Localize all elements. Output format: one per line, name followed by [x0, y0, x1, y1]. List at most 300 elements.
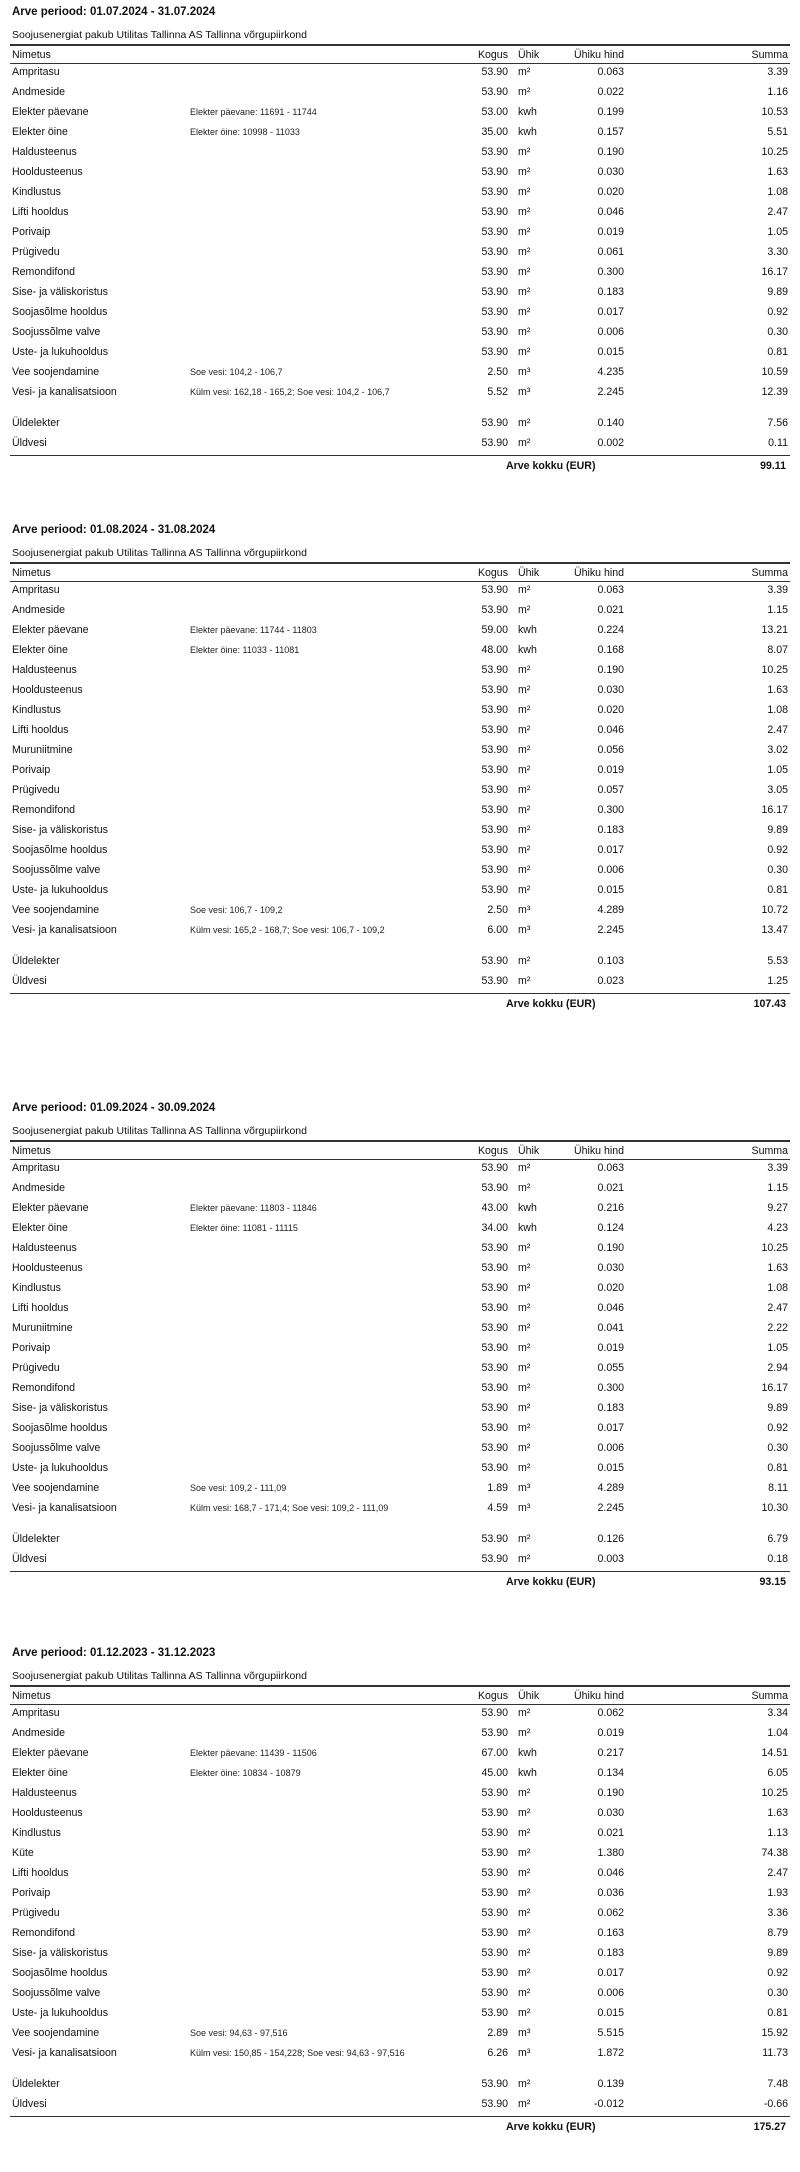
table-row — [10, 1340, 790, 1360]
row-qty: 53.90 — [481, 975, 508, 987]
table-row — [10, 204, 790, 224]
row-qty: 67.00 — [481, 1747, 508, 1759]
row-name: Vesi- ja kanalisatsioon — [12, 2047, 117, 2059]
row-qty: 53.90 — [481, 246, 508, 258]
row-name: Üldelekter — [12, 955, 60, 967]
row-price: 0.300 — [597, 266, 624, 278]
row-name: Üldvesi — [12, 1553, 47, 1565]
row-sum: 1.15 — [767, 604, 788, 616]
row-name: Sise- ja väliskoristus — [12, 824, 108, 836]
table-row — [10, 922, 790, 953]
row-price: 0.199 — [597, 106, 624, 118]
row-note — [188, 224, 448, 244]
row-qty: 53.90 — [481, 1442, 508, 1454]
row-unit: m² — [518, 246, 531, 258]
row-qty: 53.90 — [481, 584, 508, 596]
row-sum: 1.04 — [767, 1727, 788, 1739]
row-unit: m² — [518, 206, 531, 218]
row-qty: 1.89 — [487, 1482, 508, 1494]
row-unit: m² — [518, 1987, 531, 1999]
row-note — [188, 1360, 448, 1380]
table-row — [10, 762, 790, 782]
row-sum: 2.22 — [767, 1322, 788, 1334]
table-row — [10, 224, 790, 244]
row-note — [188, 742, 448, 762]
row-note — [188, 1845, 448, 1865]
row-note: Külm vesi: 165,2 - 168,7; Soe vesi: 106,7 - 109,2 — [190, 925, 385, 935]
row-name: Andmeside — [12, 604, 65, 616]
row-sum: 0.81 — [767, 1462, 788, 1474]
row-name: Sise- ja väliskoristus — [12, 286, 108, 298]
row-name: Vesi- ja kanalisatsioon — [12, 386, 117, 398]
row-price: 0.217 — [597, 1747, 624, 1759]
row-price: 0.030 — [597, 684, 624, 696]
table-row — [10, 84, 790, 104]
row-note — [188, 204, 448, 224]
table-row — [10, 64, 790, 85]
row-qty: 34.00 — [481, 1222, 508, 1234]
row-qty: 53.90 — [481, 2098, 508, 2110]
row-unit: m² — [518, 1242, 531, 1254]
row-sum: 14.51 — [761, 1747, 788, 1759]
header-note — [188, 1687, 448, 1705]
row-name: Vesi- ja kanalisatsioon — [12, 1502, 117, 1514]
row-sum: 13.21 — [761, 624, 788, 636]
row-note — [188, 1865, 448, 1885]
row-sum: 0.11 — [768, 437, 788, 449]
row-name: Porivaip — [12, 764, 51, 776]
table-row — [10, 1160, 790, 1181]
row-sum: 11.73 — [762, 2047, 788, 2059]
row-sum: 10.59 — [761, 366, 788, 378]
row-sum: 2.94 — [767, 1362, 788, 1374]
header-qty: Kogus — [448, 1687, 510, 1705]
row-sum: 0.30 — [767, 1442, 788, 1454]
table-row — [10, 582, 790, 603]
table-row — [10, 702, 790, 722]
row-qty: 53.90 — [481, 1322, 508, 1334]
row-sum: 1.63 — [767, 684, 788, 696]
row-qty: 53.90 — [481, 266, 508, 278]
row-note — [188, 64, 448, 85]
table-row — [10, 2025, 790, 2045]
row-sum: 16.17 — [761, 1382, 788, 1394]
row-qty: 53.90 — [481, 684, 508, 696]
row-name: Elekter öine — [12, 1767, 68, 1779]
row-qty: 53.90 — [481, 66, 508, 78]
row-sum: 0.30 — [767, 864, 788, 876]
row-name: Haldusteenus — [12, 664, 77, 676]
bill-section — [10, 1100, 790, 1592]
row-qty: 53.90 — [481, 1553, 508, 1565]
row-unit: m² — [518, 1847, 531, 1859]
row-price: 0.062 — [597, 1907, 624, 1919]
row-sum: 12.39 — [761, 386, 788, 398]
row-price: 0.046 — [597, 206, 624, 218]
table-row — [10, 1531, 790, 1551]
row-price: 0.300 — [597, 804, 624, 816]
row-unit: m² — [518, 1947, 531, 1959]
header-sum: Summa — [646, 564, 790, 582]
row-note — [188, 1825, 448, 1845]
header-qty: Kogus — [448, 564, 510, 582]
row-price: 0.017 — [597, 1422, 624, 1434]
row-price: 0.020 — [597, 1282, 624, 1294]
row-sum: 3.05 — [767, 784, 788, 796]
row-name: Remondifond — [12, 804, 76, 816]
row-unit: kwh — [518, 1202, 537, 1214]
row-sum: 1.15 — [767, 1182, 788, 1194]
row-price: 0.021 — [597, 1827, 624, 1839]
row-price: 0.063 — [597, 1162, 624, 1174]
row-name: Vee soojendamine — [12, 366, 100, 378]
row-note — [188, 415, 448, 435]
supplier-line: Soojusenergiat pakub Utilitas Tallinna AS Tallinna võrgupiirkond — [10, 26, 790, 45]
bill-table — [10, 1686, 790, 2116]
row-price: 2.245 — [597, 386, 624, 398]
table-row — [10, 435, 790, 455]
row-unit: m² — [518, 2007, 531, 2019]
row-name: Elekter öine — [12, 644, 68, 656]
header-unit: Ühik — [510, 1687, 550, 1705]
row-unit: m² — [518, 1807, 531, 1819]
row-name: Uste- ja lukuhooldus — [12, 2007, 108, 2019]
row-unit: m² — [518, 1442, 531, 1454]
row-qty: 43.00 — [481, 1202, 508, 1214]
row-note — [188, 1340, 448, 1360]
row-unit: m² — [518, 2098, 531, 2110]
table-row — [10, 1500, 790, 1531]
row-price: 0.063 — [597, 584, 624, 596]
row-name: Uste- ja lukuhooldus — [12, 346, 108, 358]
row-qty: 5.52 — [487, 386, 508, 398]
row-unit: m² — [518, 2078, 531, 2090]
row-qty: 2.89 — [487, 2027, 508, 2039]
row-price: 0.103 — [597, 955, 624, 967]
row-unit: m³ — [518, 2027, 531, 2039]
row-qty: 53.90 — [481, 226, 508, 238]
row-price: 0.036 — [597, 1887, 624, 1899]
row-qty: 53.90 — [481, 1927, 508, 1939]
row-qty: 53.90 — [481, 824, 508, 836]
row-unit: m³ — [518, 386, 531, 398]
row-price: 0.139 — [597, 2078, 624, 2090]
table-row — [10, 1180, 790, 1200]
row-note — [188, 722, 448, 742]
row-sum: -0.66 — [763, 2098, 788, 2110]
row-price: 0.190 — [597, 1242, 624, 1254]
row-unit: m² — [518, 744, 531, 756]
row-price: 0.020 — [597, 704, 624, 716]
row-unit: m² — [518, 1533, 531, 1545]
table-row — [10, 304, 790, 324]
table-row — [10, 1885, 790, 1905]
table-row — [10, 973, 790, 993]
row-unit: m² — [518, 704, 531, 716]
row-name: Haldusteenus — [12, 146, 77, 158]
row-price: 0.046 — [597, 1302, 624, 1314]
row-name: Soojussõlme valve — [12, 1987, 101, 1999]
row-qty: 4.59 — [487, 1502, 508, 1514]
row-note: Külm vesi: 168,7 - 171,4; Soe vesi: 109,2 - 111,09 — [190, 1503, 389, 1513]
row-sum: 0.81 — [767, 884, 788, 896]
row-qty: 53.90 — [481, 724, 508, 736]
table-row — [10, 2005, 790, 2025]
row-unit: m³ — [518, 366, 531, 378]
row-price: 0.183 — [597, 286, 624, 298]
row-sum: 3.39 — [767, 1162, 788, 1174]
row-name: Üldelekter — [12, 1533, 60, 1545]
table-row — [10, 1200, 790, 1220]
row-price: 0.019 — [597, 1342, 624, 1354]
table-row — [10, 602, 790, 622]
header-unit: Ühik — [510, 1142, 550, 1160]
row-note — [188, 284, 448, 304]
row-note — [188, 1280, 448, 1300]
row-unit: m² — [518, 1182, 531, 1194]
row-unit: m² — [518, 884, 531, 896]
table-body — [10, 64, 790, 456]
total-label: Arve kokku (EUR) — [506, 998, 596, 1010]
row-price: 0.300 — [597, 1382, 624, 1394]
row-note: Elekter päevane: 11803 - 11846 — [190, 1203, 317, 1213]
period-title: Arve periood: 01.08.2024 - 31.08.2024 — [12, 524, 216, 536]
header-name: Nimetus — [10, 564, 188, 582]
row-unit: m³ — [518, 2047, 531, 2059]
table-row — [10, 642, 790, 662]
row-qty: 48.00 — [481, 644, 508, 656]
row-qty: 53.90 — [481, 1707, 508, 1719]
row-note — [188, 164, 448, 184]
row-qty: 53.90 — [481, 864, 508, 876]
table-body — [10, 1160, 790, 1572]
row-price: 2.245 — [597, 924, 624, 936]
row-qty: 53.90 — [481, 146, 508, 158]
header-unit: Ühik — [510, 46, 550, 64]
row-note: Soe vesi: 94,63 - 97,516 — [190, 2028, 288, 2038]
row-note — [188, 1460, 448, 1480]
total-row — [10, 2116, 790, 2137]
header-qty: Kogus — [448, 46, 510, 64]
table-row — [10, 2045, 790, 2076]
row-sum: 74.38 — [761, 1847, 788, 1859]
period-title: Arve periood: 01.12.2023 - 31.12.2023 — [12, 1647, 216, 1659]
row-name: Remondifond — [12, 1927, 76, 1939]
row-price: 0.030 — [597, 1807, 624, 1819]
row-note — [188, 1885, 448, 1905]
row-price: 0.022 — [597, 86, 624, 98]
row-qty: 53.90 — [481, 1847, 508, 1859]
table-row — [10, 264, 790, 284]
table-row — [10, 1725, 790, 1745]
row-qty: 53.90 — [481, 1807, 508, 1819]
row-price: 0.017 — [597, 844, 624, 856]
row-note — [188, 702, 448, 722]
total-label: Arve kokku (EUR) — [506, 1576, 596, 1588]
row-unit: m² — [518, 1382, 531, 1394]
table-row — [10, 184, 790, 204]
row-sum: 0.81 — [767, 2007, 788, 2019]
table-row — [10, 284, 790, 304]
row-unit: m² — [518, 1262, 531, 1274]
row-name: Üldelekter — [12, 417, 60, 429]
row-note — [188, 862, 448, 882]
row-qty: 53.90 — [481, 346, 508, 358]
row-price: 2.245 — [597, 1502, 624, 1514]
row-name: Hooldusteenus — [12, 1807, 83, 1819]
row-price: 4.289 — [597, 1482, 624, 1494]
row-note: Külm vesi: 150,85 - 154,228; Soe vesi: 94,63 - 97,516 — [190, 2048, 405, 2058]
header-price: Ühiku hind — [550, 1142, 646, 1160]
row-name: Vesi- ja kanalisatsioon — [12, 924, 117, 936]
row-note — [188, 973, 448, 993]
table-body — [10, 582, 790, 994]
table-row — [10, 1360, 790, 1380]
row-sum: 7.48 — [767, 2078, 788, 2090]
row-qty: 53.90 — [481, 417, 508, 429]
bill-table — [10, 1141, 790, 1571]
bill-table — [10, 563, 790, 993]
row-qty: 53.00 — [481, 106, 508, 118]
bill-section — [10, 4, 790, 476]
header-price: Ühiku hind — [550, 1687, 646, 1705]
row-name: Vee soojendamine — [12, 1482, 100, 1494]
row-price: 4.289 — [597, 904, 624, 916]
row-price: 0.124 — [597, 1222, 624, 1234]
row-sum: 10.30 — [761, 1502, 788, 1514]
row-name: Haldusteenus — [12, 1787, 77, 1799]
row-price: 0.015 — [597, 2007, 624, 2019]
table-row — [10, 1380, 790, 1400]
header-note — [188, 46, 448, 64]
row-sum: 0.92 — [767, 306, 788, 318]
row-sum: 9.89 — [767, 1402, 788, 1414]
table-row — [10, 1480, 790, 1500]
table-header-row — [10, 564, 790, 582]
row-sum: 1.05 — [767, 764, 788, 776]
row-note — [188, 244, 448, 264]
row-qty: 53.90 — [481, 884, 508, 896]
row-unit: m² — [518, 1827, 531, 1839]
row-qty: 53.90 — [481, 1262, 508, 1274]
bill-table — [10, 45, 790, 455]
row-unit: m² — [518, 1462, 531, 1474]
row-name: Remondifond — [12, 1382, 76, 1394]
row-note — [188, 662, 448, 682]
row-unit: m² — [518, 346, 531, 358]
row-note — [188, 1965, 448, 1985]
row-qty: 53.90 — [481, 86, 508, 98]
row-sum: 8.11 — [768, 1482, 788, 1494]
row-price: 0.224 — [597, 624, 624, 636]
row-note — [188, 1440, 448, 1460]
row-sum: 10.25 — [761, 664, 788, 676]
row-qty: 53.90 — [481, 1182, 508, 1194]
row-qty: 53.90 — [481, 744, 508, 756]
row-note — [188, 1945, 448, 1965]
row-qty: 53.90 — [481, 206, 508, 218]
row-sum: 3.39 — [767, 584, 788, 596]
table-row — [10, 1240, 790, 1260]
row-name: Soojasõlme hooldus — [12, 844, 108, 856]
row-price: 0.183 — [597, 824, 624, 836]
row-price: 0.168 — [597, 644, 624, 656]
row-sum: 3.02 — [767, 744, 788, 756]
row-note — [188, 882, 448, 902]
row-qty: 53.90 — [481, 664, 508, 676]
row-qty: 53.90 — [481, 1907, 508, 1919]
table-body — [10, 1705, 790, 2117]
row-note — [188, 782, 448, 802]
row-unit: m² — [518, 66, 531, 78]
row-price: -0.012 — [593, 2098, 624, 2110]
row-note — [188, 842, 448, 862]
table-row — [10, 415, 790, 435]
row-sum: 1.08 — [767, 186, 788, 198]
row-qty: 53.90 — [481, 1967, 508, 1979]
row-note: Külm vesi: 162,18 - 165,2; Soe vesi: 104,2 - 106,7 — [190, 387, 390, 397]
table-row — [10, 124, 790, 144]
row-unit: m² — [518, 1867, 531, 1879]
row-qty: 59.00 — [481, 624, 508, 636]
row-sum: 5.51 — [767, 126, 788, 138]
row-qty: 6.26 — [487, 2047, 508, 2059]
row-sum: 9.89 — [767, 286, 788, 298]
row-unit: m² — [518, 1362, 531, 1374]
row-sum: 3.36 — [767, 1907, 788, 1919]
table-row — [10, 144, 790, 164]
row-qty: 53.90 — [481, 1867, 508, 1879]
row-note — [188, 1925, 448, 1945]
row-name: Hooldusteenus — [12, 166, 83, 178]
row-unit: m² — [518, 1162, 531, 1174]
row-price: 0.019 — [597, 1727, 624, 1739]
row-unit: m² — [518, 166, 531, 178]
header-price: Ühiku hind — [550, 46, 646, 64]
row-price: 0.017 — [597, 306, 624, 318]
row-name: Soojasõlme hooldus — [12, 1422, 108, 1434]
row-unit: m² — [518, 1787, 531, 1799]
row-sum: 15.92 — [761, 2027, 788, 2039]
row-qty: 53.90 — [481, 2078, 508, 2090]
row-unit: m² — [518, 1402, 531, 1414]
row-price: 0.063 — [597, 66, 624, 78]
row-note — [188, 1180, 448, 1200]
row-note — [188, 1551, 448, 1571]
row-sum: 0.18 — [767, 1553, 788, 1565]
row-name: Uste- ja lukuhooldus — [12, 1462, 108, 1474]
row-note — [188, 1400, 448, 1420]
row-sum: 10.25 — [761, 1787, 788, 1799]
row-unit: m³ — [518, 904, 531, 916]
row-sum: 0.92 — [767, 1967, 788, 1979]
row-note — [188, 1905, 448, 1925]
header-name: Nimetus — [10, 46, 188, 64]
row-note — [188, 1420, 448, 1440]
row-unit: m² — [518, 1282, 531, 1294]
table-row — [10, 1905, 790, 1925]
row-price: 0.046 — [597, 1867, 624, 1879]
row-note — [188, 1805, 448, 1825]
row-name: Lifti hooldus — [12, 206, 69, 218]
row-sum: 1.05 — [767, 226, 788, 238]
row-unit: m² — [518, 266, 531, 278]
row-note — [188, 1380, 448, 1400]
row-note: Elekter päevane: 11439 - 11506 — [190, 1748, 317, 1758]
row-name: Elekter öine — [12, 126, 68, 138]
row-name: Sise- ja väliskoristus — [12, 1402, 108, 1414]
row-sum: 9.89 — [767, 1947, 788, 1959]
